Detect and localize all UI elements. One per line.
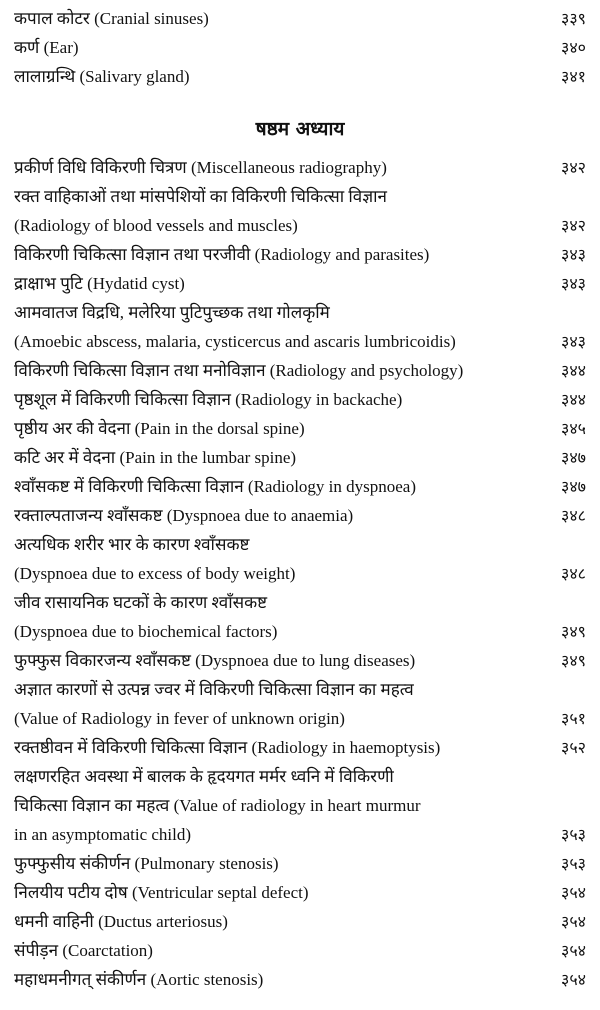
toc-entry-text: अज्ञात कारणों से उत्पन्न ज्वर में विकिरणी चिकित्सा विज्ञान का महत्व (14, 680, 414, 699)
toc-entry (14, 385, 586, 414)
toc-entry-text: आमवातज विद्रधि, मलेरिया पुटिपुच्छक तथा गोलकृमि (14, 303, 330, 322)
toc-entry-page: ३४३ (561, 332, 586, 351)
toc-section-entries (14, 153, 586, 994)
toc-entry (14, 414, 586, 443)
toc-entry-text: अत्यधिक शरीर भार के कारण श्वाँसकष्ट (14, 535, 250, 554)
toc-entry-text: महाधमनीगत् संकीर्णन (Aortic stenosis) (14, 970, 264, 989)
toc-entry-text: चिकित्सा विज्ञान का महत्व (Value of radiology in heart murmur (14, 796, 421, 815)
toc-entry-page: ३४९ (561, 622, 586, 641)
toc-entry (14, 501, 586, 530)
toc-entry-page: ३४८ (561, 564, 586, 583)
toc-entry (14, 4, 586, 33)
toc-entry (14, 820, 586, 849)
toc-entry-page: ३४५ (561, 419, 586, 438)
toc-entry-text: जीव रासायनिक घटकों के कारण श्वाँसकष्ट (14, 593, 268, 612)
toc-entry (14, 646, 586, 675)
toc-entry-page: ३५४ (561, 941, 586, 960)
toc-entry-page: ३५३ (561, 854, 586, 873)
toc-entry-page: ३४४ (561, 361, 586, 380)
toc-entry (14, 588, 586, 617)
toc-entry (14, 33, 586, 62)
toc-entry-text: पृष्ठशूल में विकिरणी चिकित्सा विज्ञान (Radiology in backache) (14, 390, 403, 409)
toc-entry-text: कपाल कोटर (Cranial sinuses) (14, 9, 209, 28)
toc-entry-text: फुफ्फुसीय संकीर्णन (Pulmonary stenosis) (14, 854, 279, 873)
toc-entry-text: द्राक्षाभ पुटि (Hydatid cyst) (14, 274, 185, 293)
toc-entry (14, 269, 586, 298)
toc-entry (14, 878, 586, 907)
toc-entry-text: (Dyspnoea due to excess of body weight) (14, 564, 296, 583)
toc-entry-text: निलयीय पटीय दोष (Ventricular septal defect) (14, 883, 309, 902)
toc-entry-text: in an asymptomatic child) (14, 825, 192, 844)
toc-entry-text: कटि अर में वेदना (Pain in the lumbar spine) (14, 448, 297, 467)
toc-entry-page: ३३९ (561, 9, 586, 28)
toc-entry-text: रक्त वाहिकाओं तथा मांसपेशियों का विकिरणी चिकित्सा विज्ञान (14, 187, 387, 206)
toc-entry-page: ३४३ (561, 274, 586, 293)
toc-entry-page: ३५२ (561, 738, 586, 757)
toc-entry (14, 327, 586, 356)
toc-entry-text: (Value of Radiology in fever of unknown origin) (14, 709, 345, 728)
toc-entry-page: ३५४ (561, 970, 586, 989)
toc-entry-page: ३४७ (561, 477, 586, 496)
toc-entry (14, 240, 586, 269)
toc-entry-text: विकिरणी चिकित्सा विज्ञान तथा मनोविज्ञान (Radiology and psychology) (14, 361, 464, 380)
toc-entry (14, 530, 586, 559)
toc-entry-page: ३५४ (561, 883, 586, 902)
toc-entry (14, 472, 586, 501)
toc-entry-text: संपीड़न (Coarctation) (14, 941, 153, 960)
toc-entry-page: ३५३ (561, 825, 586, 844)
toc-entry (14, 443, 586, 472)
toc-entry-text: लालाग्रन्थि (Salivary gland) (14, 67, 190, 86)
toc-entry (14, 617, 586, 646)
toc-entry-page: ३४९ (561, 651, 586, 670)
toc-entry-page: ३४३ (561, 245, 586, 264)
toc-entry-text: विकिरणी चिकित्सा विज्ञान तथा परजीवी (Radiology and parasites) (14, 245, 430, 264)
toc-entry (14, 907, 586, 936)
toc-entry-page: ३४२ (561, 158, 586, 177)
toc-entry-page: ३५१ (561, 709, 586, 728)
toc-entry-page: ३४४ (561, 390, 586, 409)
section-heading: षष्ठम अध्याय (255, 118, 345, 140)
toc-entry-page: ३४७ (561, 448, 586, 467)
toc-entry-text: रक्ताल्पताजन्य श्वाँसकष्ट (Dyspnoea due to anaemia) (14, 506, 354, 525)
toc-entry-page: ३४० (561, 38, 586, 57)
toc-entry-text: कर्ण (Ear) (14, 38, 79, 57)
toc-entry (14, 62, 586, 91)
toc-entry (14, 153, 586, 182)
toc-entry-text: रक्तष्ठीवन में विकिरणी चिकित्सा विज्ञान (Radiology in haemoptysis) (14, 738, 441, 757)
toc-entry-text: प्रकीर्ण विधि विकिरणी चित्रण (Miscellaneous radiography) (14, 158, 387, 177)
toc-entry-text: पृष्ठीय अर की वेदना (Pain in the dorsal spine) (14, 419, 305, 438)
toc-entry (14, 559, 586, 588)
toc-entry (14, 356, 586, 385)
toc-top-entries (14, 4, 586, 91)
toc-entry-text: फुफ्फुस विकारजन्य श्वाँसकष्ट (Dyspnoea due to lung diseases) (14, 651, 416, 670)
toc-entry-text: (Amoebic abscess, malaria, cysticercus and ascaris lumbricoidis) (14, 332, 456, 351)
toc-entry (14, 211, 586, 240)
toc-entry (14, 936, 586, 965)
toc-entry-text: धमनी वाहिनी (Ductus arteriosus) (14, 912, 228, 931)
toc-entry-text: लक्षणरहित अवस्था में बालक के हृदयगत मर्मर ध्वनि में विकिरणी (14, 767, 394, 786)
toc-entry-page: ३४८ (561, 506, 586, 525)
toc-entry (14, 965, 586, 994)
toc-entry-text: श्वाँसकष्ट में विकिरणी चिकित्सा विज्ञान (Radiology in dyspnoea) (14, 477, 417, 496)
toc-entry (14, 733, 586, 762)
toc-entry (14, 182, 586, 211)
toc-entry-page: ३५४ (561, 912, 586, 931)
toc-entry-page: ३४१ (561, 67, 586, 86)
toc-entry (14, 762, 586, 791)
toc-entry-text: (Radiology of blood vessels and muscles) (14, 216, 298, 235)
toc-entry (14, 704, 586, 733)
toc-entry-text: (Dyspnoea due to biochemical factors) (14, 622, 278, 641)
toc-entry (14, 849, 586, 878)
toc-entry (14, 791, 586, 820)
toc-entry (14, 675, 586, 704)
toc-entry-page: ३४२ (561, 216, 586, 235)
toc-entry (14, 298, 586, 327)
